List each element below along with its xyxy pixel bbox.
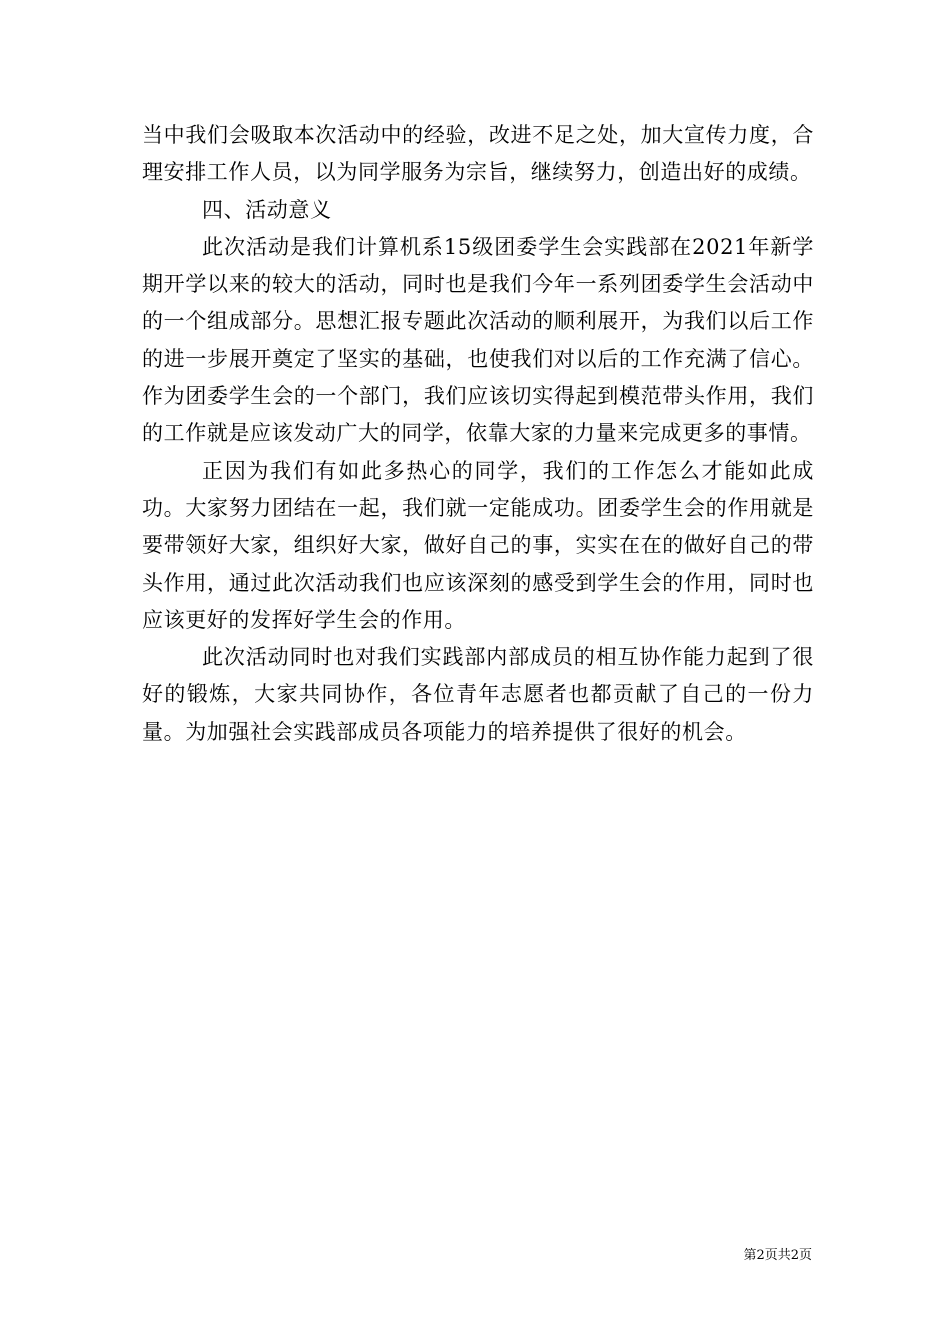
page-number-footer: 第2页共2页 bbox=[743, 1248, 812, 1263]
body-paragraph: 此次活动是我们计算机系15级团委学生会实践部在2021年新学期开学以来的较大的活动，同时也是我们今年一系列团委学生会活动中的一个组成部分。思想汇报专题此次活动的顺利展开，为我们以后工作的进一步展开奠定了坚实的基础，也使我们对以后的工作充满了信心。作为团委学生会的一个部门，我们应该切实得起到模范带头作用，我们的工作就是应该发动广大的同学，依靠大家的力量来完成更多的事情。 bbox=[142, 234, 814, 446]
section-heading: 四、活动意义 bbox=[202, 197, 332, 222]
body-paragraph: 正因为我们有如此多热心的同学，我们的工作怎么才能如此成功。大家努力团结在一起，我们就一定能成功。团委学生会的作用就是要带领好大家，组织好大家，做好自己的事，实实在在的做好自己的带头作用，通过此次活动我们也应该深刻的感受到学生会的作用，同时也应该更好的发挥好学生会的作用。 bbox=[142, 458, 814, 632]
document-body bbox=[142, 117, 814, 751]
body-paragraph: 此次活动同时也对我们实践部内部成员的相互协作能力起到了很好的锻炼，大家共同协作，各位青年志愿者也都贡献了自己的一份力量。为加强社会实践部成员各项能力的培养提供了很好的机会。 bbox=[142, 645, 814, 744]
continuation-paragraph: 当中我们会吸取本次活动中的经验，改进不足之处，加大宣传力度，合理安排工作人员，以为同学服务为宗旨，继续努力，创造出好的成绩。 bbox=[142, 123, 814, 185]
